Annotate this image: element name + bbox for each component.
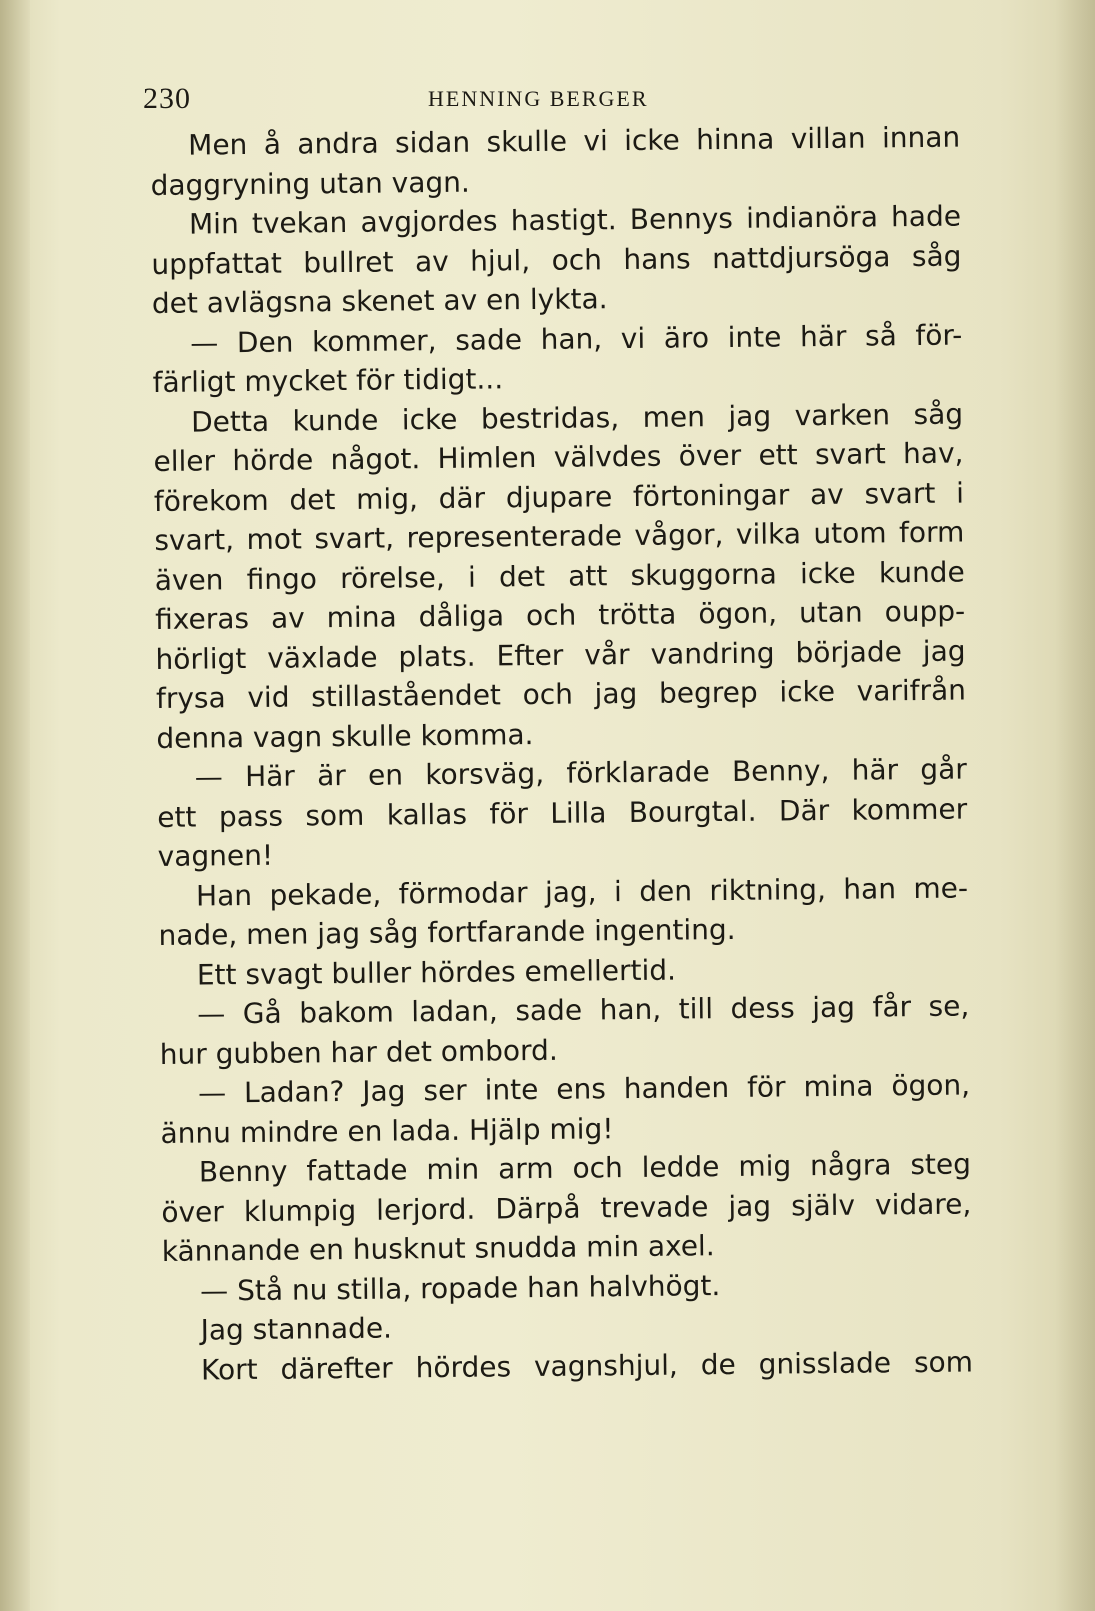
text-line: Kort därefter hördes vagnshjul, de gnisslade som bbox=[200, 1344, 974, 1387]
text-line: — Den kommer, sade han, vi äro inte här så för- bbox=[190, 318, 963, 360]
text-line: även fingo rörelse, i det att skuggorna icke kunde bbox=[154, 554, 965, 597]
text-line: Jag stannade. bbox=[200, 1311, 393, 1347]
page-number: 230 bbox=[143, 82, 191, 115]
text-line: — Ladan? Jag ser inte ens handen för mina ögon, bbox=[197, 1068, 971, 1110]
text-line: — Stå nu stilla, ropade han halvhögt. bbox=[200, 1268, 721, 1308]
running-head: HENNING BERGER bbox=[428, 86, 649, 111]
body-text bbox=[150, 118, 973, 1390]
text-line: kännande en husknut snudda min axel. bbox=[161, 1229, 715, 1268]
text-line: Benny fattade min arm och ledde mig några steg bbox=[198, 1147, 972, 1189]
text-line: hörligt växlade plats. Efter vår vandring började jag bbox=[155, 633, 966, 676]
text-line: det avlägsna skenet av en lykta. bbox=[151, 282, 608, 320]
page-gutter-shadow bbox=[0, 0, 30, 1611]
text-line: frysa vid stillaståendet och jag begrep icke varifrån bbox=[155, 673, 967, 715]
text-line: denna vagn skulle komma. bbox=[156, 717, 534, 755]
text-line: nade, men jag såg fortfarande ingenting. bbox=[158, 912, 736, 952]
text-line: ett pass som kallas för Lilla Bourgtal. Där kommer bbox=[157, 791, 968, 834]
text-line: svart, mot svart, representerade vågor, vilka utom form bbox=[154, 515, 965, 557]
text-line: Men å andra sidan skulle vi icke hinna villan innan bbox=[188, 120, 961, 162]
page-edge-shadow bbox=[1055, 0, 1095, 1611]
text-line: uppfattat bullret av hjul, och hans nattdjursöga såg bbox=[151, 239, 962, 281]
text-line: daggryning utan vagn. bbox=[150, 165, 470, 202]
text-line: ännu mindre en lada. Hjälp mig! bbox=[160, 1111, 614, 1150]
text-line: Han pekade, förmodar jag, i den riktning, han me- bbox=[195, 870, 969, 913]
text-line: eller hörde något. Himlen välvdes över ett svart hav, bbox=[153, 436, 964, 478]
text-line: färligt mycket för tidigt... bbox=[152, 362, 504, 399]
text-line: — Här är en korsväg, förklarade Benny, här går bbox=[194, 752, 967, 794]
text-line: fixeras av mina dåliga och trötta ögon, utan oupp- bbox=[154, 594, 966, 636]
text-line: Detta kunde icke bestridas, men jag varken såg bbox=[190, 397, 964, 439]
text-line: över klumpig lerjord. Därpå trevade jag själv vidare, bbox=[161, 1186, 972, 1229]
text-line: vagnen! bbox=[157, 838, 274, 873]
page-header bbox=[143, 82, 863, 122]
text-line: förekom det mig, där djupare förtoningar av svart i bbox=[153, 475, 965, 518]
text-line: Min tvekan avgjordes hastigt. Bennys indianöra hade bbox=[188, 199, 962, 241]
text-line: — Gå bakom ladan, sade han, till dess jag får se, bbox=[197, 989, 970, 1031]
text-line: hur gubben har det ombord. bbox=[159, 1033, 558, 1071]
text-line: Ett svagt buller hördes emellertid. bbox=[196, 953, 677, 992]
